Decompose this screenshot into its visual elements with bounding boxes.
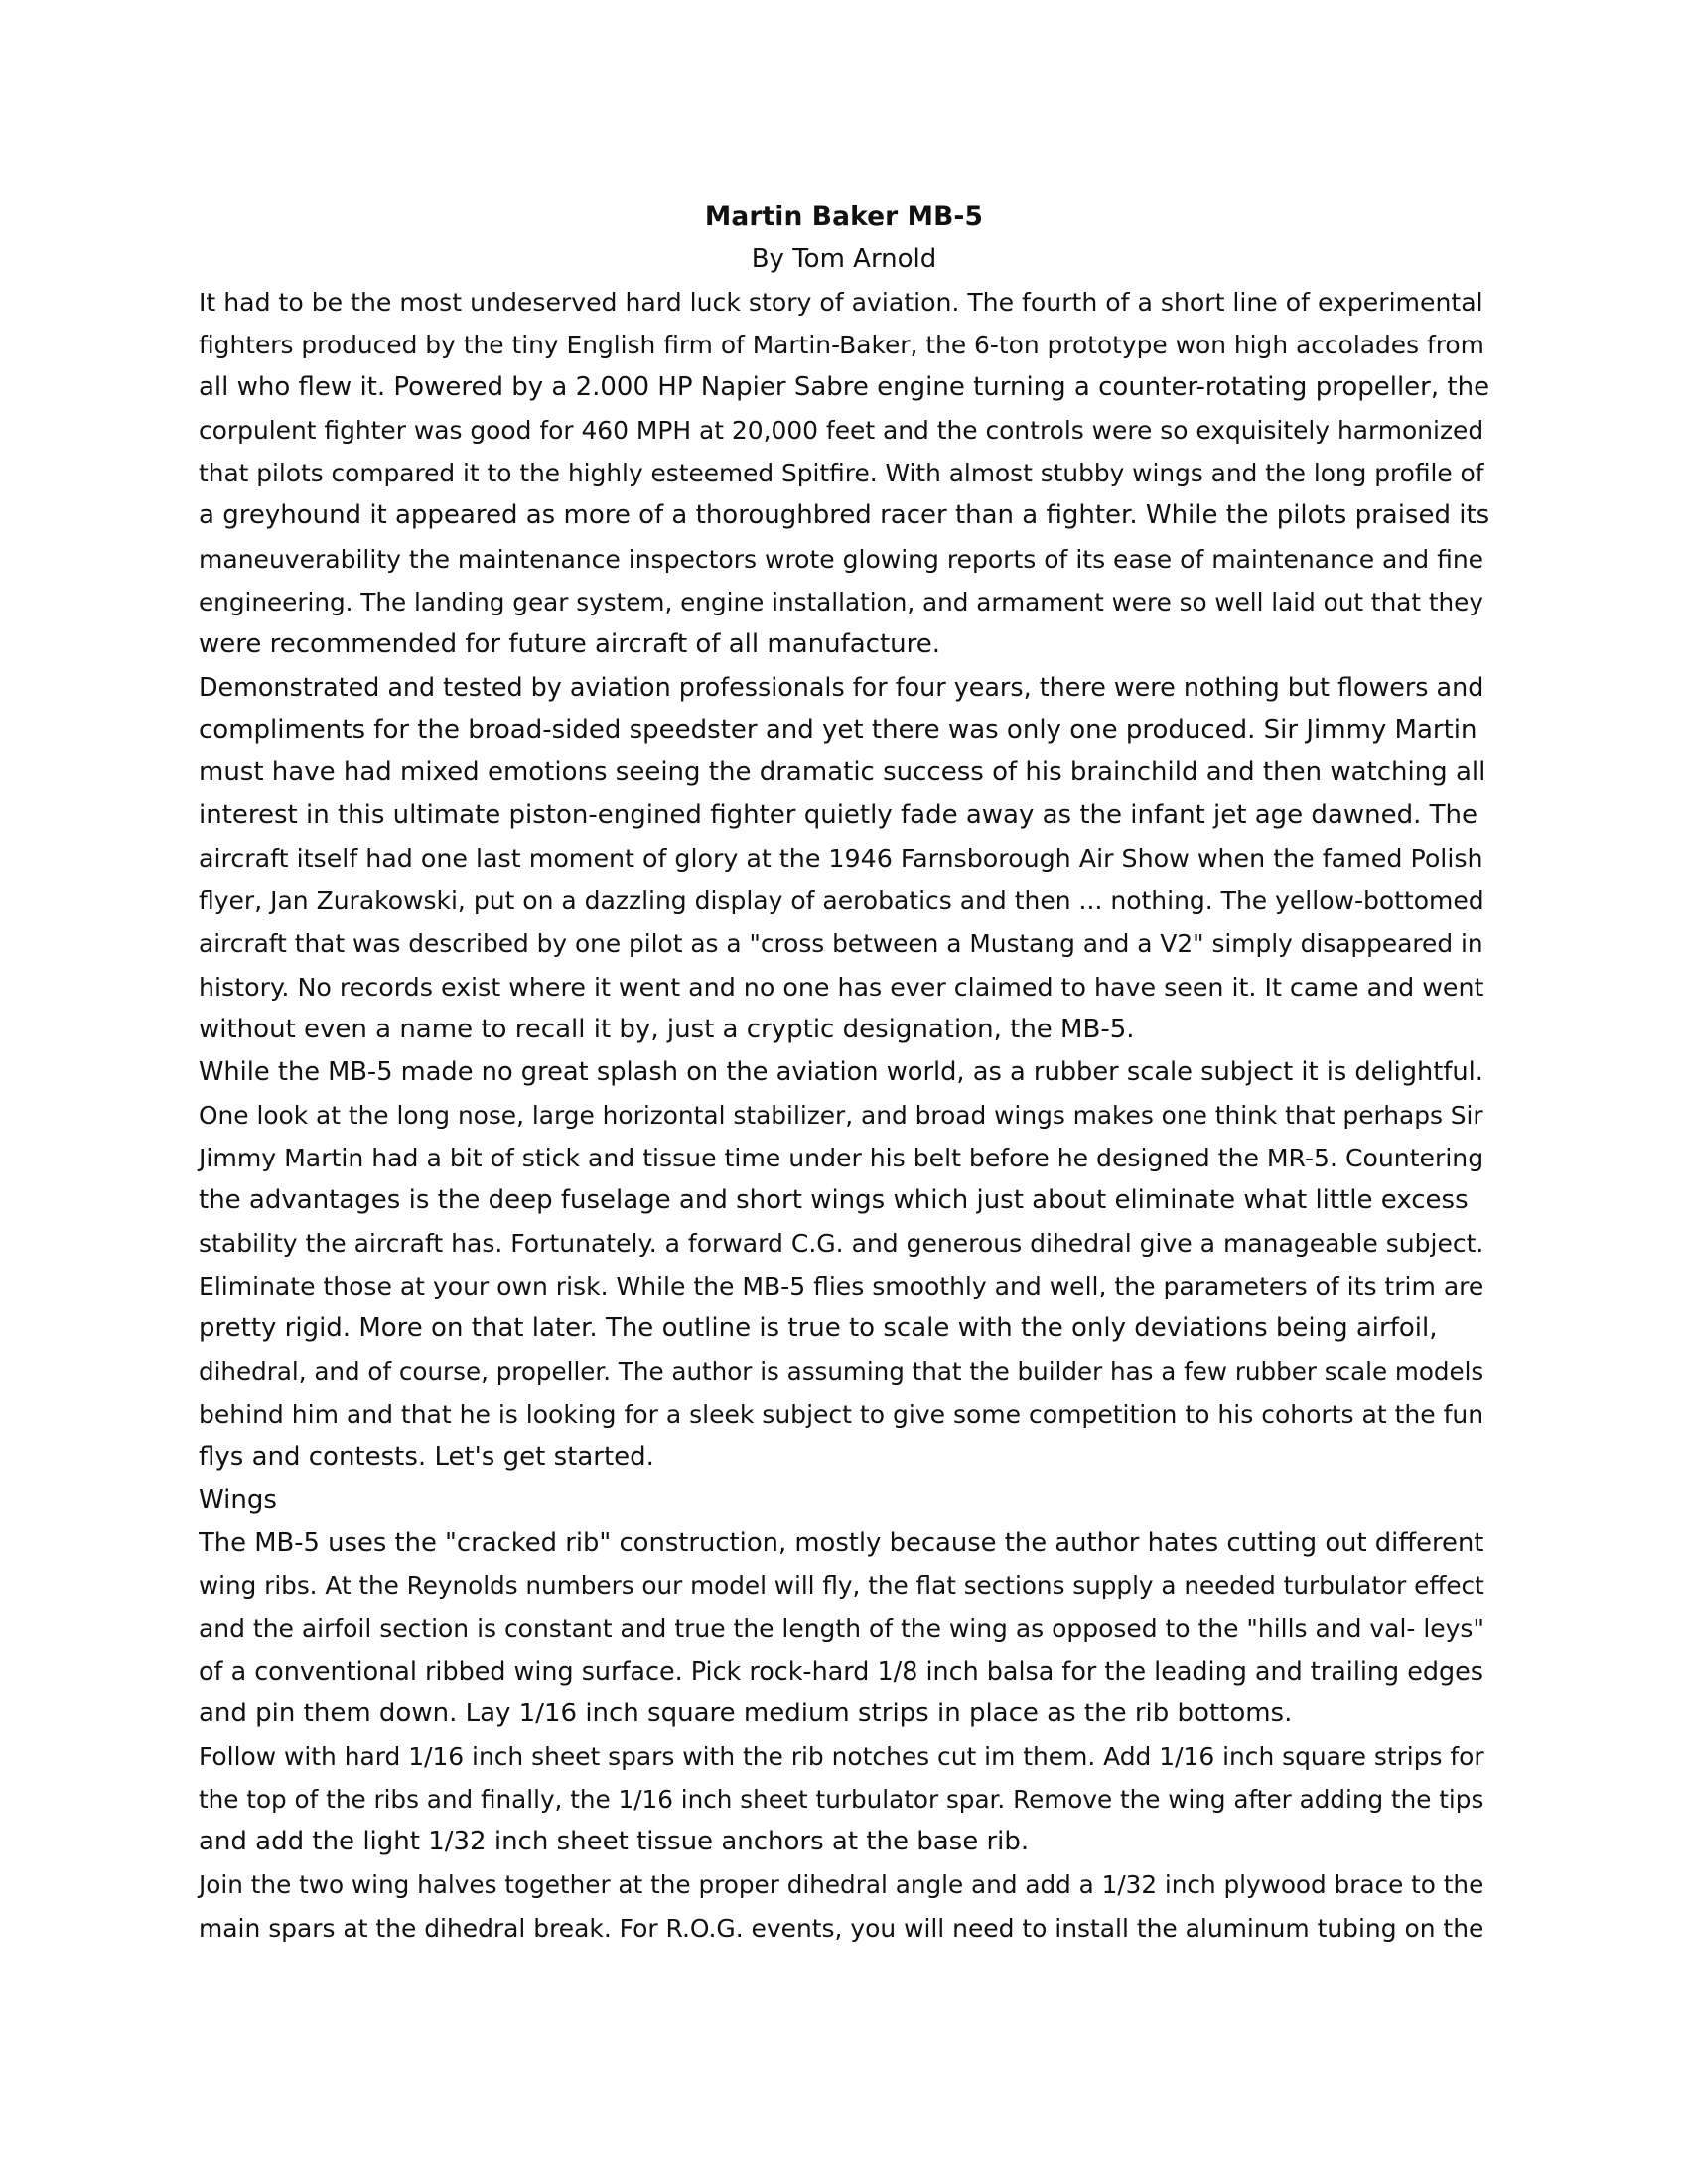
paragraph-line: main spars at the dihedral break. For R.O.G. events, you will need to install the aluminum tubing on the [199,1913,1484,1943]
paragraph-line: and add the light 1/32 inch sheet tissue anchors at the base rib. [199,1827,1030,1857]
paragraph-line: dihedral, and of course, propeller. The author is assuming that the builder has a few rubber scale models [199,1357,1484,1387]
article-paragraph [199,1479,1489,1522]
article-paragraph [199,666,1489,1051]
paragraph-line: that pilots compared it to the highly esteemed Spitfire. With almost stubby wings and the long profile of [199,459,1484,488]
article-paragraph [199,1051,1489,1479]
paragraph-line: were recommended for future aircraft of all manufacture. [199,628,941,659]
paragraph-line: Eliminate those at your own risk. While the MB-5 flies smoothly and well, the parameters of its trim are [199,1272,1484,1301]
paragraph-line: maneuverability the maintenance inspectors wrote glowing reports of its ease of maintenance and fine [199,544,1484,574]
paragraph-line: and pin them down. Lay 1/16 inch square medium strips in place as the rib bottoms. [199,1699,1293,1729]
paragraph-line: the advantages is the deep fuselage and short wings which just about eliminate what little excess [199,1184,1469,1215]
paragraph-line: compliments for the broad-sided speedster and yet there was only one produced. Sir Jimmy Martin [199,714,1477,745]
article-paragraph [199,1735,1489,1863]
paragraph-line: flys and contests. Let's get started. [199,1441,654,1472]
paragraph-line: Join the two wing halves together at the proper dihedral angle and add a 1/32 inch plywood brace to the [199,1870,1484,1900]
paragraph-line: of a conventional ribbed wing surface. Pick rock-hard 1/8 inch balsa for the leading and trailing edges [199,1656,1483,1686]
paragraph-line: flyer, Jan Zurakowski, put on a dazzling display of aerobatics and then ... nothing. The yellow-bottomed [199,887,1484,916]
paragraph-line: Demonstrated and tested by aviation professionals for four years, there were nothing but flowers and [199,671,1484,702]
paragraph-line: interest in this ultimate piston-engined fighter quietly fade away as the infant jet age dawned. The [199,800,1477,831]
paragraph-line: fighters produced by the tiny English firm of Martin-Baker, the 6-ton prototype won high accolades from [199,331,1484,360]
article-body [199,197,1489,1950]
paragraph-line: aircraft that was described by one pilot as a "cross between a Mustang and a V2" simply disappeared in [199,929,1483,959]
paragraph-line: stability the aircraft has. Fortunately. a forward C.G. and generous dihedral give a manageable subject. [199,1229,1484,1259]
paragraph-line: aircraft itself had one last moment of glory at the 1946 Farnsborough Air Show when the famed Polish [199,844,1483,874]
paragraph-line: Jimmy Martin had a bit of stick and tissue time under his belt before he designed the MR-5. Countering [199,1143,1484,1172]
paragraph-line: One look at the long nose, large horizontal stabilizer, and broad wings makes one think that perhaps Sir [199,1100,1483,1130]
paragraph-line: a greyhound it appeared as more of a thoroughbred racer than a fighter. While the pilots praised its [199,500,1490,531]
paragraph-line: all who flew it. Powered by a 2.000 HP Napier Sabre engine turning a counter-rotating propeller, the [199,372,1490,403]
paragraph-line: engineering. The landing gear system, engine installation, and armament were so well laid out that they [199,587,1483,616]
paragraph-line: wing ribs. At the Reynolds numbers our model will fly, the flat sections supply a needed turbulator effect [199,1570,1484,1600]
paragraph-line: Wings [199,1484,277,1515]
article-paragraph [199,1863,1489,1949]
paragraph-line: history. No records exist where it went and no one has ever claimed to have seen it. It came and went [199,972,1484,1002]
paragraph-line: The MB-5 uses the "cracked rib" construction, mostly because the author hates cutting out different [199,1527,1484,1558]
paragraph-line: pretty rigid. More on that later. The outline is true to scale with the only deviations being airfoil, [199,1313,1438,1344]
paragraph-line: and the airfoil section is constant and true the length of the wing as opposed to the "hills and val- leys" [199,1613,1484,1643]
paragraph-line: the top of the ribs and finally, the 1/16 inch sheet turbulator spar. Remove the wing after adding the tips [199,1785,1484,1815]
paragraph-line: While the MB-5 made no great splash on the aviation world, as a rubber scale subject it is delightful. [199,1056,1483,1087]
paragraph-line: behind him and that he is looking for a sleek subject to give some competition to his cohorts at the fun [199,1400,1484,1430]
article-title: Martin Baker MB-5 [704,202,984,232]
paragraph-line: must have had mixed emotions seeing the dramatic success of his brainchild and then watching all [199,757,1486,788]
article-paragraph [199,1522,1489,1735]
article-paragraph [199,281,1489,666]
paragraph-line: corpulent fighter was good for 460 MPH at 20,000 feet and the controls were so exquisitely harmonized [199,416,1484,446]
paragraph-line: without even a name to recall it by, just a cryptic designation, the MB-5. [199,1014,1135,1044]
article-paragraphs [199,281,1489,1950]
paragraph-line: It had to be the most undeserved hard luck story of aviation. The fourth of a short line of experimental [199,288,1483,317]
article-byline: By Tom Arnold [751,244,937,274]
paragraph-line: Follow with hard 1/16 inch sheet spars with the rib notches cut im them. Add 1/16 inch square strips for [199,1742,1484,1772]
